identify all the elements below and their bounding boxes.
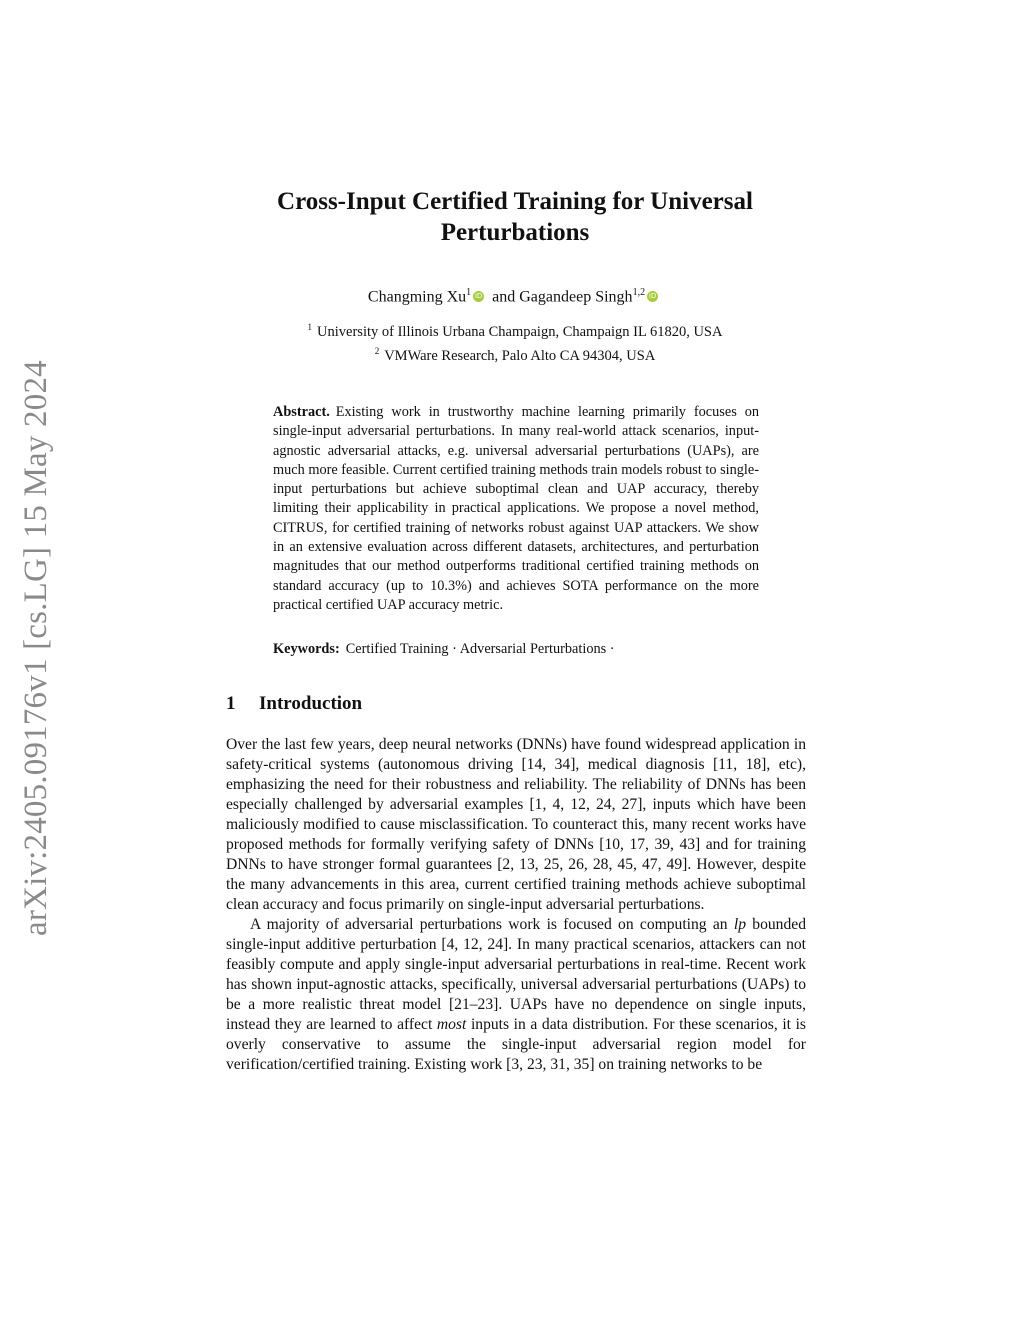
affiliation-text: VMWare Research, Palo Alto CA 94304, USA bbox=[384, 348, 656, 365]
paper-title bbox=[180, 186, 850, 248]
title-line-1: Cross-Input Certified Training for Universal bbox=[277, 188, 753, 215]
abstract bbox=[273, 403, 759, 615]
orcid-icon[interactable]: iD bbox=[648, 292, 657, 301]
keywords-label: Keywords: bbox=[273, 641, 340, 657]
keywords bbox=[273, 640, 759, 659]
abstract-text: Existing work in trustworthy machine learning primarily focuses on single-input adversarial perturbations. In many real-world attack scenarios, input-agnostic adversarial attacks, e.g. universal adversarial perturbations (UAPs), are much more feasible. Current certified training methods train models robust to single-input perturbations but achieve suboptimal clean and UAP accuracy, thereby limiting their applicability in practical applications. We propose a novel method, CITRUS, for certified training of networks robust against UAP attackers. We show in an extensive evaluation across different datasets, architectures, and perturbation magnitudes that our method outperforms traditional certified training methods on standard accuracy (up to 10.3%) and achieves SOTA performance on the more practical certified UAP accuracy metric. bbox=[273, 404, 759, 613]
paragraph-text: A majority of adversarial perturbations work is focused on computing an bbox=[250, 916, 734, 933]
section-title: Introduction bbox=[259, 693, 363, 714]
section-heading-introduction bbox=[226, 692, 806, 716]
arxiv-identifier-stamp: arXiv:2405.09176v1 [cs.LG] 15 May 2024 bbox=[18, 360, 54, 936]
paragraph bbox=[226, 915, 806, 1075]
author-name: Gagandeep Singh bbox=[519, 288, 633, 306]
affiliation-number: 1 bbox=[307, 322, 313, 332]
emphasized-word: most bbox=[436, 1016, 467, 1033]
affiliation-item bbox=[180, 342, 850, 366]
author-affiliation-mark: 1 bbox=[466, 287, 472, 298]
paragraph-text: bounded single-input additive perturbation [4, 12, 24]. In many practical scenarios, attackers can not feasibly compute and apply single-input adversarial perturbations in real-time. Recent work has shown input-agnostic attacks, specifically, universal adversarial perturbations (UAPs) to be a more realistic threat model [21–23]. UAPs have no dependence on single inputs, instead they are learned to affect bbox=[226, 916, 806, 1033]
paragraph: Over the last few years, deep neural networks (DNNs) have found widespread application in safety-critical systems (autonomous driving [14, 34], medical diagnosis [11, 18], etc), emphasizing the need for their robustness and reliability. The reliability of DNNs has been especially challenged by adversarial examples [1, 4, 12, 24, 27], inputs which have been maliciously modified to cause misclassification. To counteract this, many recent works have proposed methods for formally verifying safety of DNNs [10, 17, 39, 43] and for training DNNs to have stronger formal guarantees [2, 13, 25, 26, 28, 45, 47, 49]. However, despite the many advancements in this area, current certified training methods achieve suboptimal clean accuracy and focus primarily on single-input adversarial perturbations. bbox=[226, 736, 806, 913]
math-symbol: lp bbox=[733, 916, 747, 933]
introduction-body bbox=[226, 735, 806, 1075]
keywords-text: Certified Training · Adversarial Perturbations · bbox=[345, 641, 615, 657]
author-connector: and bbox=[492, 288, 516, 306]
affiliation-number: 2 bbox=[374, 346, 380, 357]
abstract-label: Abstract. bbox=[273, 404, 330, 420]
orcid-icon[interactable]: iD bbox=[474, 292, 483, 301]
author-affiliation-mark: 1,2 bbox=[632, 287, 646, 298]
paragraph-text: inputs in a data distribution. For these scenarios, it is overly conservative to assume the single-input adversarial region model for verification/certified training. Existing work [3, 23, 31, 35] on training networks to be bbox=[226, 1016, 806, 1073]
author-name: Changming Xu bbox=[367, 288, 467, 306]
author-list bbox=[180, 283, 850, 307]
affiliation-text: University of Illinois Urbana Champaign, Champaign IL 61820, USA bbox=[317, 323, 723, 340]
section-number: 1 bbox=[226, 693, 236, 714]
affiliation-list bbox=[180, 318, 850, 367]
title-line-2: Perturbations bbox=[440, 219, 590, 246]
affiliation-item bbox=[180, 318, 850, 342]
